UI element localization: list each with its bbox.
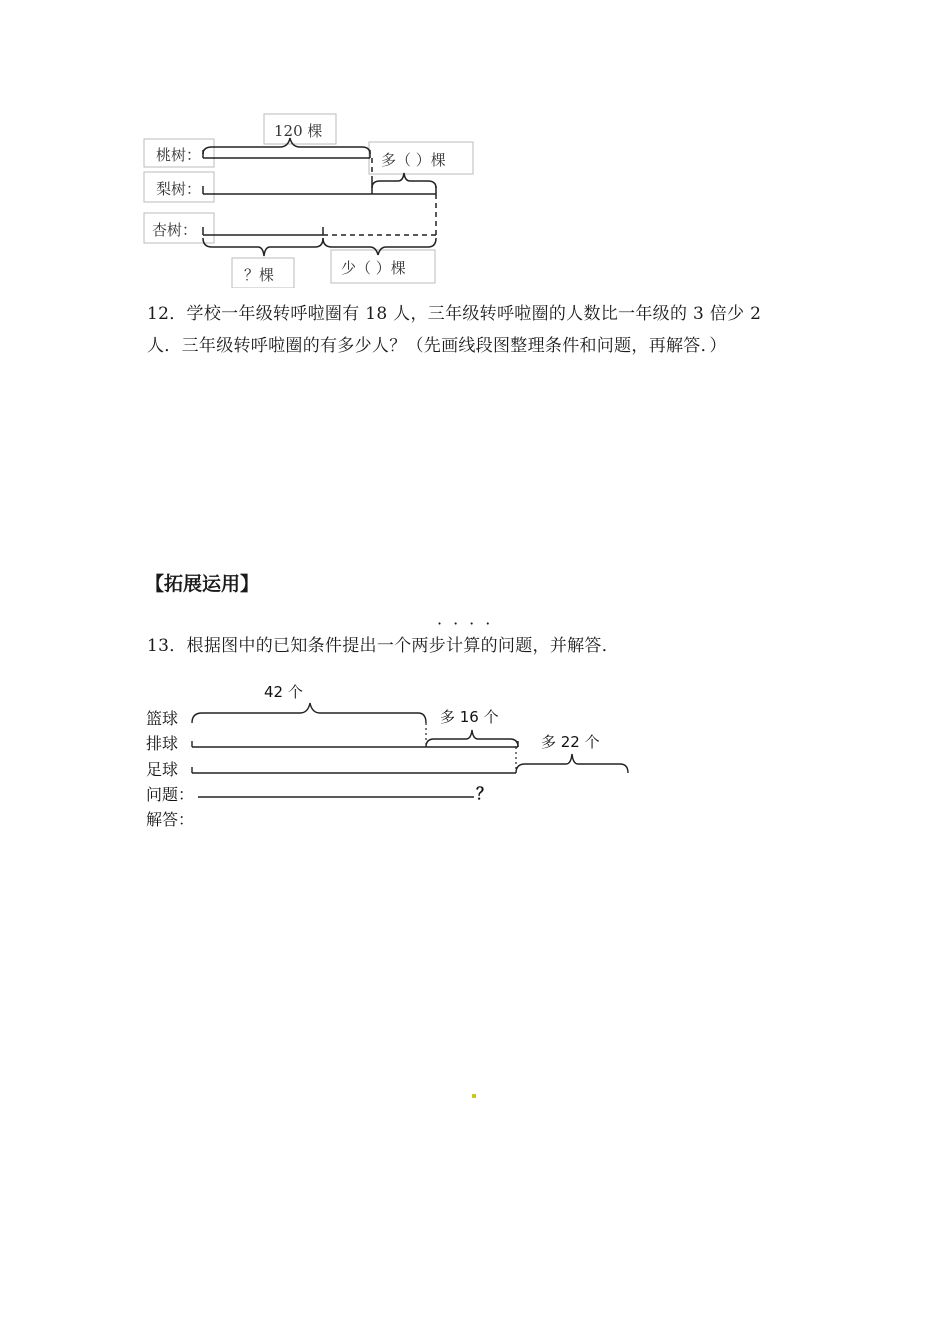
- label-more: 多（ ）棵: [381, 151, 446, 169]
- label-42: 42 个: [264, 683, 303, 701]
- label-less: 少（ ）棵: [341, 259, 406, 277]
- row-label-football: 足球: [146, 760, 179, 779]
- row-label-volleyball: 排球: [146, 734, 179, 753]
- question-label: 问题：: [146, 785, 195, 804]
- question-mark: ？: [476, 784, 493, 803]
- tree-diagram: [140, 112, 480, 288]
- label-more-16: 多 16 个: [440, 708, 499, 726]
- row-label-apricot: 杏树：: [152, 221, 198, 239]
- ball-diagram: [140, 675, 640, 835]
- emphasis-dots: ····: [437, 614, 502, 633]
- row-label-peach: 桃树：: [156, 146, 202, 164]
- label-more-22: 多 22 个: [541, 733, 600, 751]
- question-13: 13．根据图中的已知条件提出一个两步计算的问题，并解答．: [147, 636, 620, 656]
- question-12-line-2: 人．三年级转呼啦圈的有多少人？（先画线段图整理条件和问题，再解答．）: [147, 336, 727, 356]
- label-question: ？棵: [244, 266, 275, 284]
- label-120: 120 棵: [274, 122, 323, 140]
- ball-diagram-lines: [140, 675, 640, 835]
- answer-label: 解答：: [146, 810, 195, 829]
- question-12: [147, 298, 827, 362]
- row-label-basketball: 篮球: [146, 709, 179, 728]
- row-label-pear: 梨树：: [156, 180, 202, 198]
- marker-dot: [472, 1094, 476, 1098]
- question-12-line-1: 12．学校一年级转呼啦圈有 18 人，三年级转呼啦圈的人数比一年级的 3 倍少 2: [147, 304, 762, 324]
- section-heading: 【拓展运用】: [145, 573, 260, 595]
